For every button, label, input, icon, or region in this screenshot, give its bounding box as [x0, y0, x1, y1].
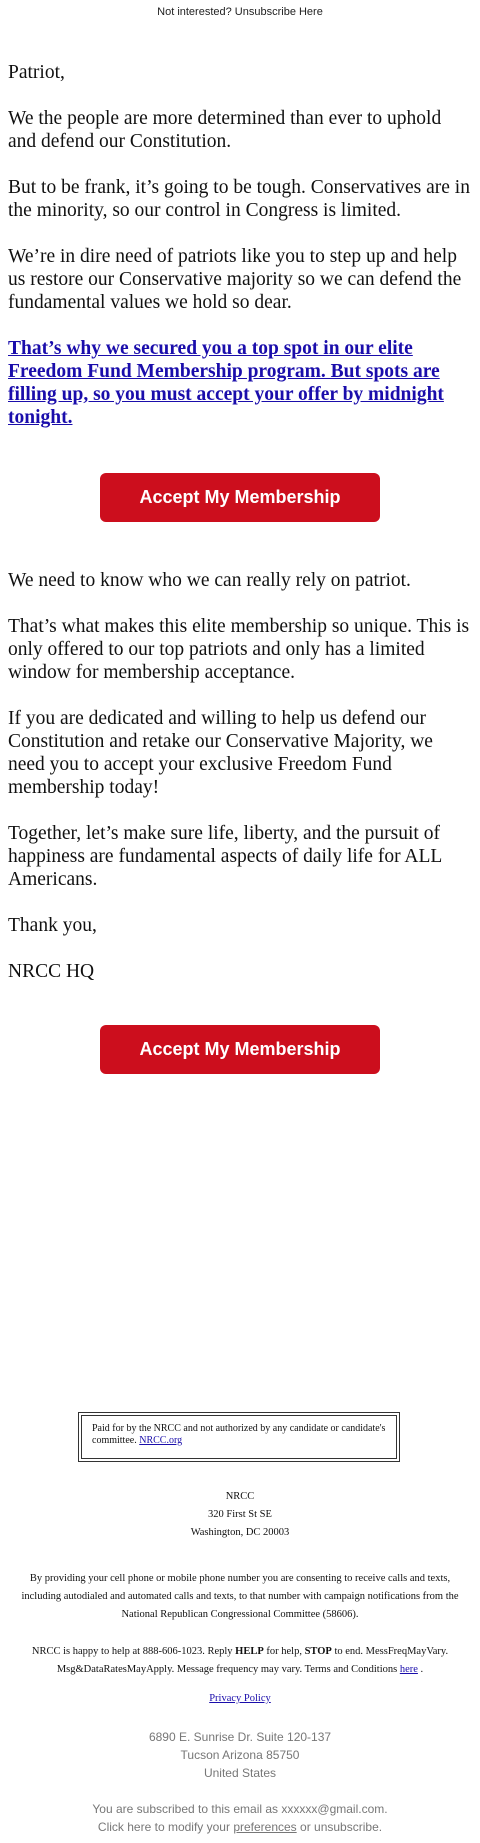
unsubscribe-text: or unsubscribe.: [300, 1820, 383, 1834]
org-name: NRCC: [225, 1491, 255, 1502]
sender-address-line-1: 6890 E. Sunrise Dr. Suite 120-137: [148, 1730, 332, 1744]
org-address-line-2: Washington, DC 20003: [190, 1527, 290, 1538]
email-body-part2: [8, 569, 472, 983]
accept-membership-button[interactable]: Accept My Membership: [100, 473, 380, 522]
preferences-link[interactable]: preferences: [233, 1820, 297, 1834]
consent-text: By providing your cell phone or mobile phone number you are consenting to receive calls and texts, including autodialed and automated calls and texts, to that number with campaign notifications from the National Republican Congressional Committee (58606).: [21, 1573, 459, 1620]
paragraph-7: Together, let’s make sure life, liberty, and the pursuit of happiness are fundamental aspects of daily life for ALL Americans.: [8, 823, 442, 890]
paragraph-3: We’re in dire need of patriots like you to step up and help us restore our Conservative majority so we can defend the fundamental values we hold so dear.: [8, 246, 462, 313]
unsubscribe-link[interactable]: Not interested? Unsubscribe Here: [157, 6, 323, 18]
sms-text-3: to end. MessFreqMayVary. Msg&DataRatesMayApply. Message frequency may vary. Terms and Conditions: [56, 1646, 449, 1675]
sms-text-1: NRCC is happy to help at 888-606-1023. Reply: [31, 1646, 233, 1657]
sms-text-end: .: [420, 1664, 424, 1675]
greeting: Patriot,: [8, 62, 65, 83]
sms-terms: [20, 1643, 460, 1679]
subscribed-email-text: You are subscribed to this email as xxxxxx@gmail.com.: [92, 1802, 388, 1816]
paragraph-6: If you are dedicated and willing to help us defend our Constitution and retake our Conservative Majority, we need you to accept your exclusive Freedom Fund membership today!: [8, 708, 433, 798]
sms-help-keyword: HELP: [235, 1646, 264, 1657]
privacy-policy-row: [0, 1690, 480, 1708]
paid-for-disclaimer: [81, 1415, 397, 1459]
disclaimer-text: Paid for by the NRCC and not authorized by any candidate or candidate's committee.: [92, 1423, 386, 1446]
privacy-policy-link[interactable]: Privacy Policy: [209, 1693, 271, 1704]
subscription-info: [0, 1800, 480, 1836]
paragraph-2: But to be frank, it’s going to be tough. Conservatives are in the minority, so our control in Congress is limited.: [8, 177, 470, 221]
sender-country: United States: [203, 1766, 277, 1780]
terms-here-link[interactable]: here: [399, 1664, 418, 1675]
sms-stop-keyword: STOP: [304, 1646, 332, 1657]
accept-membership-button-2[interactable]: Accept My Membership: [100, 1025, 380, 1074]
nrcc-org-link[interactable]: NRCC.org: [139, 1435, 183, 1446]
paragraph-1: We the people are more determined than ever to uphold and defend our Constitution.: [8, 108, 442, 152]
sms-text-2: for help,: [266, 1646, 302, 1657]
signoff: Thank you,: [8, 915, 97, 936]
paid-for-disclaimer-box: [78, 1412, 400, 1462]
paragraph-4: We need to know who we can really rely on patriot.: [8, 570, 411, 591]
org-address-line-1: 320 First St SE: [208, 1509, 272, 1520]
sender-address-line-2: Tucson Arizona 85750: [180, 1748, 300, 1762]
org-address-block: [0, 1488, 480, 1542]
highlight-offer-link[interactable]: That’s why we secured you a top spot in our elite Freedom Fund Membership program. But spots are filling up, so you must accept your offer by midnight tonight.: [8, 338, 444, 428]
modify-text: Click here to modify your: [97, 1820, 230, 1834]
paragraph-5: That’s what makes this elite membership so unique. This is only offered to our top patriots and only has a limited window for membership acceptance.: [8, 616, 470, 683]
sender-address-block: [0, 1728, 480, 1782]
signature: NRCC HQ: [8, 961, 95, 982]
modify-preferences-row: [0, 1818, 480, 1836]
email-body-part1: [8, 61, 472, 429]
